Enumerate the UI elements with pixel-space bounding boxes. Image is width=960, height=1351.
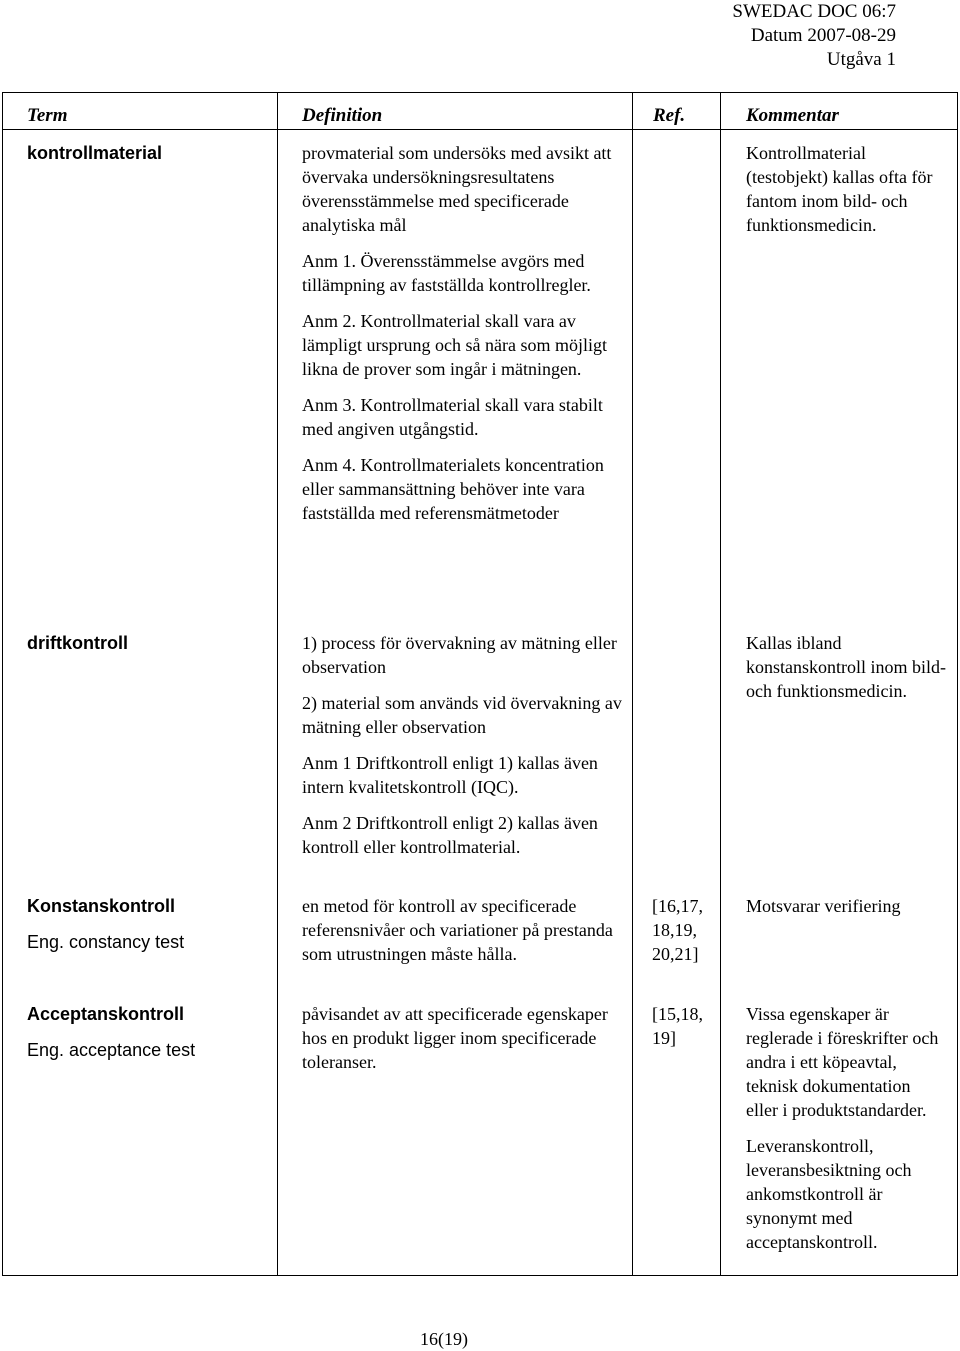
comment-text: Motsvarar verifiering bbox=[746, 896, 901, 916]
term-name: driftkontroll bbox=[27, 633, 128, 653]
definition-text: provmaterial som undersöks med avsikt att övervaka undersökningsresultatens överensstämmelse med specificerade analytiska mål bbox=[302, 143, 612, 235]
definition-note: Anm 2 Driftkontroll enligt 2) kallas även kontroll eller kontrollmaterial. bbox=[302, 813, 598, 857]
definition-cell bbox=[302, 1002, 628, 1074]
comment-text: Vissa egenskaper är reglerade i föreskrifter och andra i ett köpeavtal, teknisk dokumentation eller i produktstandarder. bbox=[746, 1004, 939, 1120]
term-cell bbox=[27, 1002, 267, 1062]
definition-text: påvisandet av att specificerade egenskaper hos en produkt ligger inom specificerade toleranser. bbox=[302, 1004, 608, 1072]
term-english: Eng. constancy test bbox=[27, 932, 185, 952]
column-divider bbox=[632, 92, 633, 1276]
term-english: Eng. acceptance test bbox=[27, 1040, 196, 1060]
ref-cell bbox=[652, 1002, 716, 1050]
doc-edition: Utgåva 1 bbox=[826, 49, 896, 70]
doc-id: SWEDAC DOC 06:7 bbox=[732, 1, 896, 22]
comment-text: Leveranskontroll, leveransbesiktning och ankomstkontroll är synonymt med acceptanskontroll. bbox=[746, 1136, 912, 1252]
comment-cell bbox=[746, 894, 946, 918]
definition-note: Anm 2. Kontrollmaterial skall vara av lämpligt ursprung och så nära som möjligt likna de prover som ingår i mätningen. bbox=[302, 311, 607, 379]
comment-cell bbox=[746, 631, 946, 703]
reference-text: [16,17, 18,19, 20,21] bbox=[652, 896, 703, 964]
doc-date: Datum 2007-08-29 bbox=[750, 25, 896, 46]
column-divider bbox=[720, 92, 721, 1276]
comment-cell bbox=[746, 1002, 946, 1254]
column-header-term: Term bbox=[27, 105, 68, 126]
column-header-definition: Definition bbox=[302, 105, 383, 126]
definition-text: 1) process för övervakning av mätning eller observation bbox=[302, 633, 617, 677]
term-name: Acceptanskontroll bbox=[27, 1004, 185, 1024]
term-name: Konstanskontroll bbox=[27, 896, 176, 916]
definition-note: Anm 1 Driftkontroll enligt 1) kallas även intern kvalitetskontroll (IQC). bbox=[302, 753, 598, 797]
term-cell bbox=[27, 141, 267, 165]
comment-text: Kontrollmaterial (testobjekt) kallas ofta för fantom inom bild- och funktionsmedicin. bbox=[746, 143, 933, 235]
column-header-comment: Kommentar bbox=[746, 105, 839, 126]
comment-text: Kallas ibland konstanskontroll inom bild- och funktionsmedicin. bbox=[746, 633, 946, 701]
term-cell bbox=[27, 631, 267, 655]
document-header bbox=[732, 0, 896, 72]
column-header-ref: Ref. bbox=[653, 105, 686, 126]
header-row-divider bbox=[2, 129, 958, 130]
definition-cell bbox=[302, 141, 628, 525]
ref-cell bbox=[652, 894, 716, 966]
comment-cell bbox=[746, 141, 946, 237]
column-divider bbox=[277, 92, 278, 1276]
definition-text: 2) material som används vid övervakning av mätning eller observation bbox=[302, 693, 622, 737]
term-cell bbox=[27, 894, 267, 954]
reference-text: [15,18, 19] bbox=[652, 1004, 703, 1048]
definition-cell bbox=[302, 894, 628, 966]
definition-note: Anm 4. Kontrollmaterialets koncentration eller sammansättning behöver inte vara fastställda med referensmätmetoder bbox=[302, 455, 604, 523]
definition-cell bbox=[302, 631, 628, 859]
term-name: kontrollmaterial bbox=[27, 143, 163, 163]
definition-note: Anm 3. Kontrollmaterial skall vara stabilt med angiven utgångstid. bbox=[302, 395, 603, 439]
definition-note: Anm 1. Överensstämmelse avgörs med tillämpning av fastställda kontrollregler. bbox=[302, 251, 591, 295]
definition-text: en metod för kontroll av specificerade referensnivåer och variationer på prestanda som utrustningen måste hålla. bbox=[302, 896, 613, 964]
page-number: 16(19) bbox=[420, 1329, 468, 1349]
